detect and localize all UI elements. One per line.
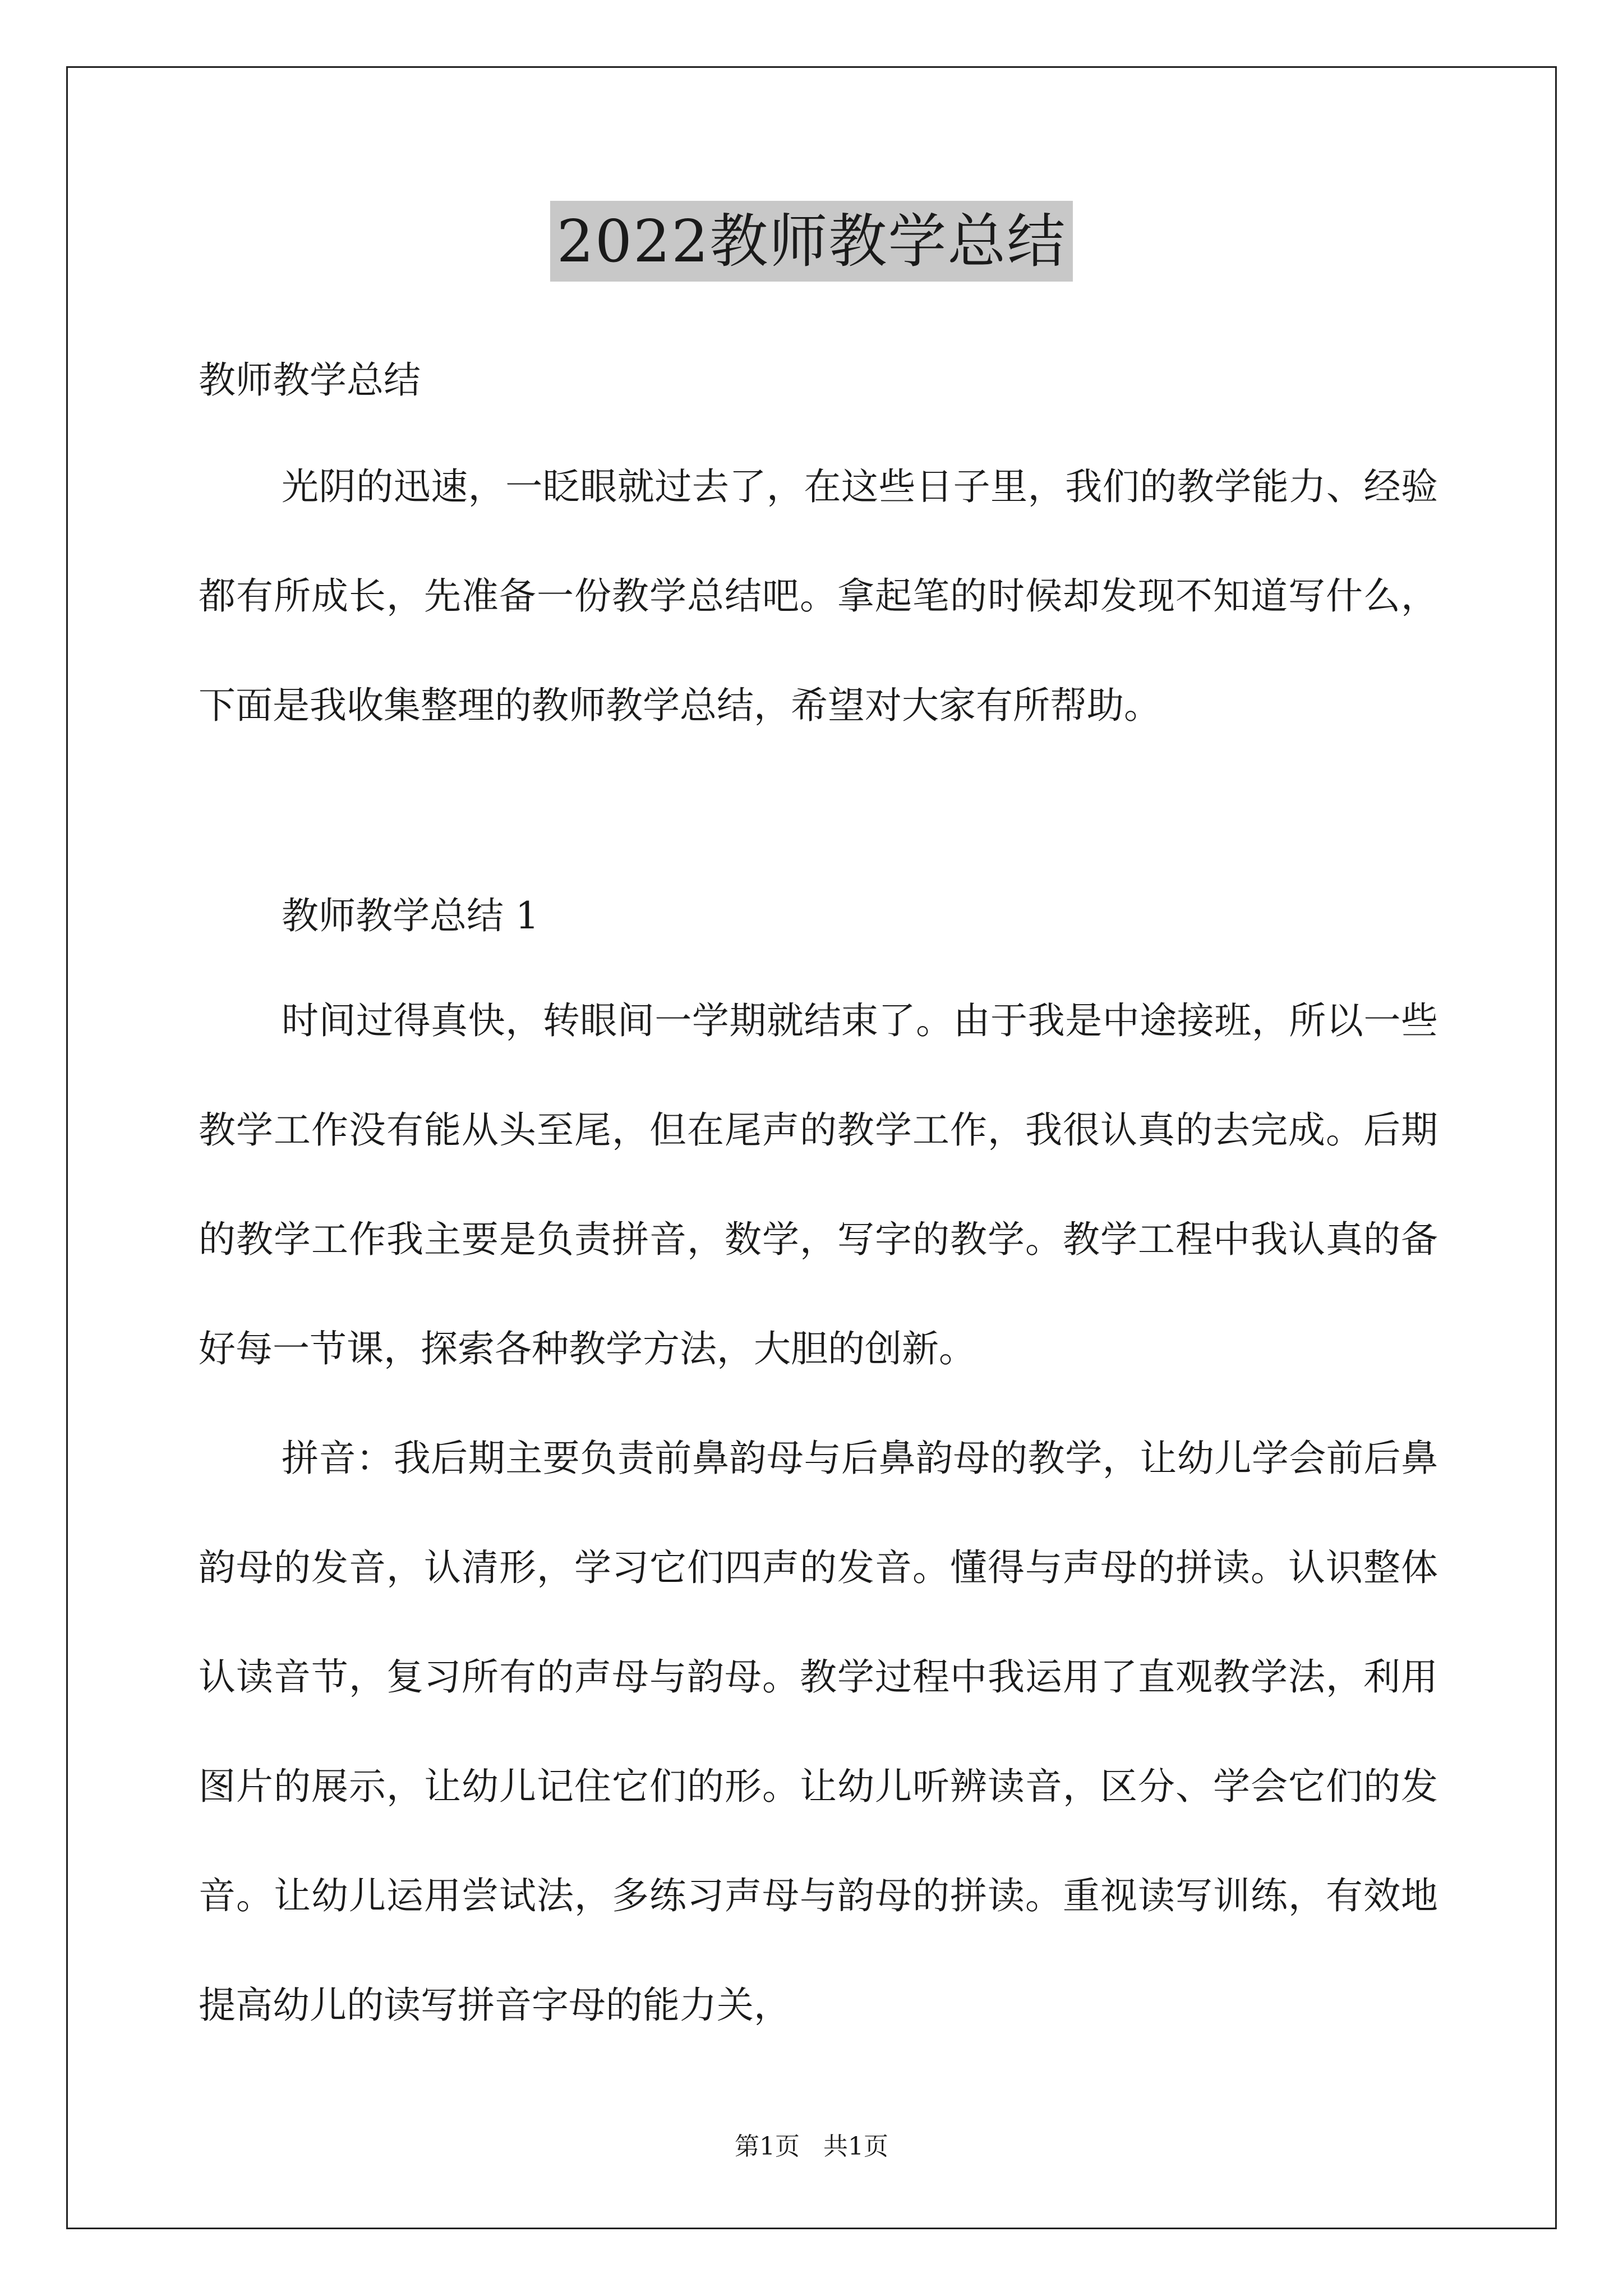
section-1-block [199,966,1438,2060]
section-heading: 教师教学总结 1 [282,894,539,937]
paragraph-2: 拼音：我后期主要负责前鼻韵母与后鼻韵母的教学，让幼儿学会前后鼻韵母的发音，认清形，学习它们四声的发音。懂得与声母的拼读。认识整体认读音节，复习所有的声母与韵母。教学过程中我运用了直观教学法，利用图片的展示，让幼儿记住它们的形。让幼儿听辨读音，区分、学会它们的发音。让幼儿运用尝试法，多练习声母与韵母的拼读。重视读写训练，有效地提高幼儿的读写拼音字母的能力关， [199,1437,1438,2027]
intro-label: 教师教学总结 [199,358,421,402]
intro-block [199,432,1438,760]
intro-paragraph: 光阴的迅速，一眨眼就过去了，在这些日子里，我们的教学能力、经验都有所成长，先准备一份教学总结吧。拿起笔的时候却发现不知道写什么，下面是我收集整理的教师教学总结，希望对大家有所帮助。 [199,465,1438,727]
paragraph-1: 时间过得真快，转眼间一学期就结束了。由于我是中途接班，所以一些教学工作没有能从头至尾，但在尾声的教学工作，我很认真的去完成。后期的教学工作我主要是负责拼音，数学，写字的教学。教学工程中我认真的备好每一节课，探索各种教学方法，大胆的创新。 [199,999,1438,1370]
document-title: 2022教师教学总结 [550,201,1073,282]
page-footer: 第1页 共1页 [735,2132,888,2161]
title-container [0,201,1623,282]
